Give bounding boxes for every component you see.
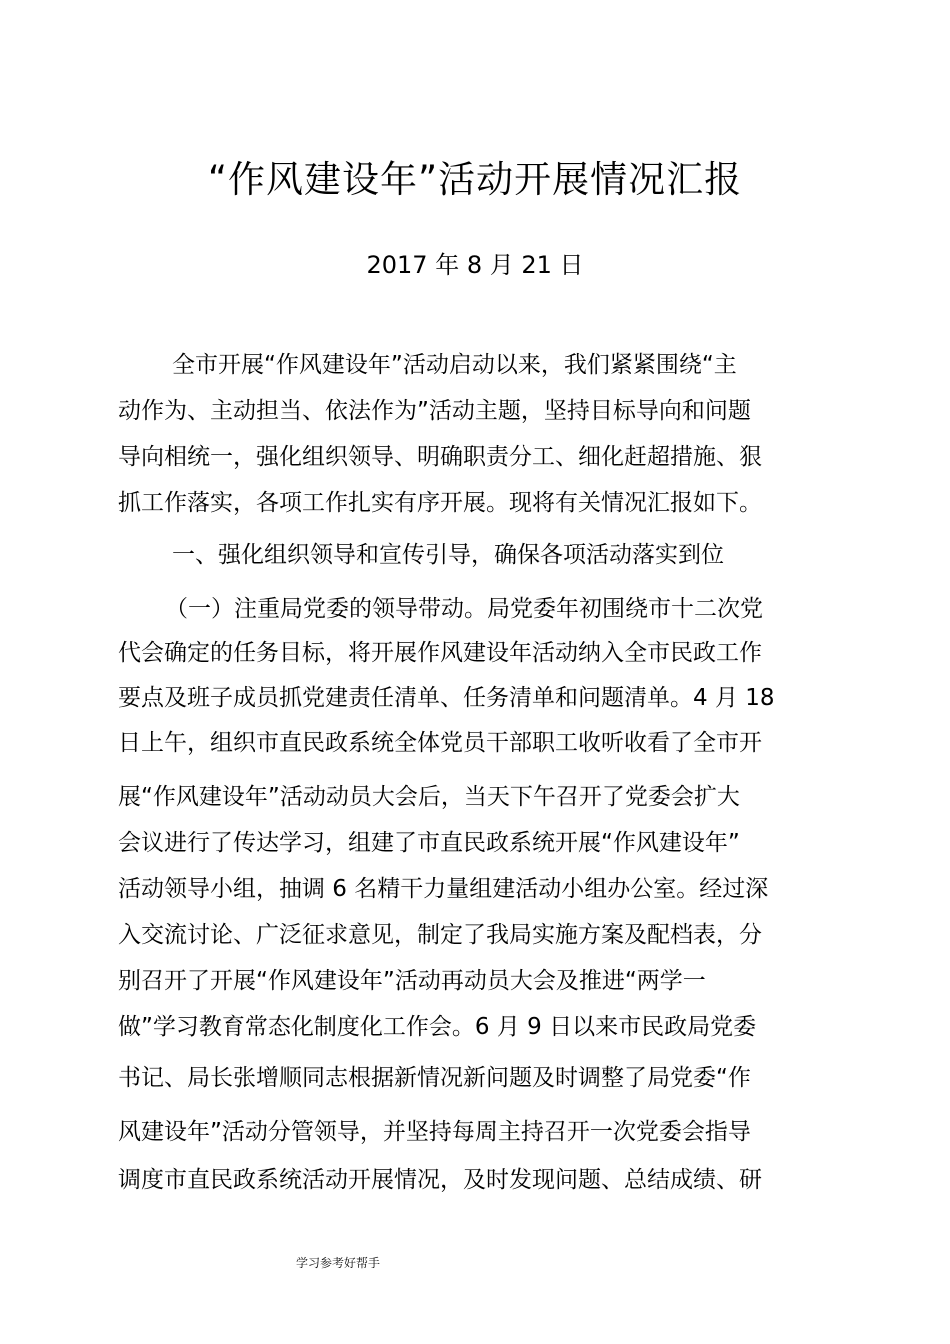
body-line: （一）注重局党委的领导带动。局党委年初围绕市十二次党 xyxy=(165,596,763,622)
body-line: 动作为、主动担当、依法作为”活动主题，坚持目标导向和问题 xyxy=(118,398,751,424)
body-line: 导向相统一，强化组织领导、明确职责分工、细化赶超措施、狠 xyxy=(118,444,762,470)
body-line: 会议进行了传达学习，组建了市直民政系统开展“作风建设年” xyxy=(118,830,740,856)
body-line: 风建设年”活动分管领导，并坚持每周主持召开一次党委会指导 xyxy=(118,1119,751,1145)
body-line: 抓工作落实，各项工作扎实有序开展。现将有关情况汇报如下。 xyxy=(118,490,762,516)
body-line: 入交流讨论、广泛征求意见，制定了我局实施方案及配档表，分 xyxy=(118,922,762,948)
body-line: 代会确定的任务目标，将开展作风建设年活动纳入全市民政工作 xyxy=(118,640,762,666)
body-line: 做”学习教育常态化制度化工作会。6 月 9 日以来市民政局党委 xyxy=(118,1014,757,1040)
page-footer: 学习参考好帮手 xyxy=(296,1256,381,1270)
body-line: 别召开了开展“作风建设年”活动再动员大会及推进“两学一 xyxy=(118,968,706,994)
body-line: 调度市直民政系统活动开展情况，及时发现问题、总结成绩、研 xyxy=(118,1167,762,1193)
body-line: 要点及班子成员抓党建责任清单、任务清单和问题清单。4 月 18 xyxy=(118,685,775,711)
body-line: 日上午，组织市直民政系统全体党员干部职工收听收看了全市开 xyxy=(118,730,762,756)
body-line: 全市开展“作风建设年”活动启动以来，我们紧紧围绕“主 xyxy=(172,352,737,378)
document-date: 2017 年 8 月 21 日 xyxy=(366,251,584,279)
body-line: 书记、局长张增顺同志根据新情况新问题及时调整了局党委“作 xyxy=(118,1065,751,1091)
body-line: 活动领导小组，抽调 6 名精干力量组建活动小组办公室。经过深 xyxy=(118,876,769,902)
body-line: 展“作风建设年”活动动员大会后，当天下午召开了党委会扩大 xyxy=(118,784,740,810)
document-title: “作风建设年”活动开展情况汇报 xyxy=(207,158,743,201)
section-heading: 一、强化组织领导和宣传引导，确保各项活动落实到位 xyxy=(172,542,724,568)
